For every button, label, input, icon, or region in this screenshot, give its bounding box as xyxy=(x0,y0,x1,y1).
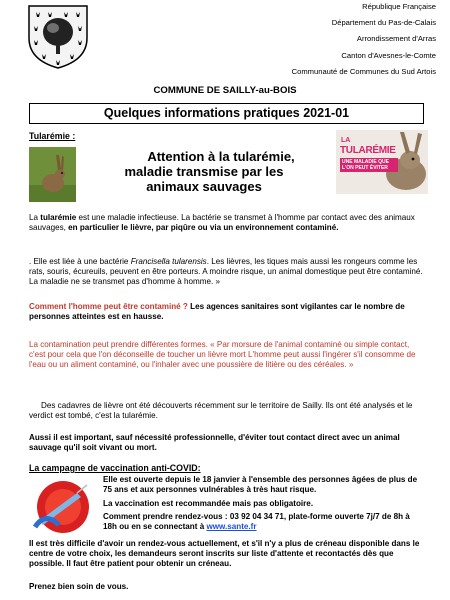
vaccination-line-1: Elle est ouverte depuis le 18 janvier à l'ensemble des personnes âgées de plus de 75 ans et aux personnes vulnérables à très haut risque. xyxy=(103,475,418,495)
tularemie-paragraph-1 xyxy=(29,213,426,233)
text-run: . Elle est liée à une bactérie xyxy=(29,257,131,266)
vaccination-line-4: Il est très difficile d'avoir un rendez-vous actuellement, et s'il n'y a plus de créneau disponible dans le centre de votre choix, les demandeurs seront inscrits sur liste d'attente et recontactés dès que possible. Il faut être patient pour obtenir un créneau. xyxy=(29,539,420,569)
header-line: République Française xyxy=(362,2,436,11)
sante-link[interactable]: www.sante.fr xyxy=(206,522,257,532)
vaccination-line-5: Prenez bien soin de vous. xyxy=(29,582,129,591)
text-run: . Les lièvres, les tiques mais aussi les rongeurs comme les rats, souris, écureuils, peuvent en être porteurs. A moindre risque, un animal domestique peut être contaminé. La maladie ne se transmet pas d'homme à homme. » xyxy=(29,257,423,287)
poster-title: TULARÉMIE xyxy=(340,145,396,156)
text-run: Comment l'homme peut être contaminé ? xyxy=(29,302,188,311)
poster-la: LA xyxy=(341,137,351,144)
text-run: Les agences sanitaires sont vigilantes car le nombre de personnes atteintes est en hausse. xyxy=(29,302,405,322)
text-run: tularémie xyxy=(40,213,77,222)
header-line: Département du Pas-de-Calais xyxy=(331,18,436,27)
text-run: en particulier le lièvre, par piqûre ou via un environnement contaminé. xyxy=(68,223,339,233)
vaccination-line-2: La vaccination est recommandée mais pas obligatoire. xyxy=(103,499,314,508)
hare-photo xyxy=(29,147,76,202)
tularemie-paragraph-6: Aussi il est important, sauf nécessité professionnelle, d'éviter tout contact direct avec un animal sauvage qu'il soit vivant ou mort. xyxy=(29,433,400,453)
text-run: Francisella tularensis xyxy=(130,257,207,266)
tularemie-paragraph-3 xyxy=(29,302,426,322)
tularemie-poster xyxy=(336,130,428,194)
tularemie-paragraph-2 xyxy=(29,257,426,288)
vaccine-syringe-photo xyxy=(29,475,97,537)
banner-title: Quelques informations pratiques 2021-01 xyxy=(29,103,424,124)
poster-subtitle: UNE MALADIE QUE L'ON PEUT ÉVITER xyxy=(340,158,398,172)
section-title-vaccination: La campagne de vaccination anti-COVID: xyxy=(29,463,201,473)
headline-line: Attention à la tularémie, xyxy=(147,149,295,164)
text-run: Comment prendre rendez-vous : 03 92 04 34 71, plate-forme ouverte 7j/7 de 8h à 18h ou en se connectant à xyxy=(103,512,410,532)
commune-title: COMMUNE DE SAILLY-au-BOIS xyxy=(153,85,297,96)
tularemie-paragraph-4: La contamination peut prendre différentes formes. « Par morsure de l'animal contaminé ou simple contact, c'est pour cela que l'on déconseille de toucher un lièvre mort L'homme peut aussi l'ingérer s'il consomme de l'eau ou un aliment contaminé, ou l'inhaler avec une poussière de litière ou des céréales. » xyxy=(29,340,416,370)
headline-line: animaux sauvages xyxy=(146,179,262,194)
section-title-tularemie: Tularémie : xyxy=(29,131,76,141)
tularemie-paragraph-5: Des cadavres de lièvre ont été découverts récemment sur le territoire de Sailly. Ils ont été analysés et le verdict est tombé, c'est la tularémie. xyxy=(29,401,413,421)
text-run: est une maladie infectieuse. La bactérie se transmet à l'homme par contact avec des animaux sauvages, xyxy=(29,213,415,233)
crest-icon xyxy=(27,4,89,70)
header-line: Canton d'Avesnes-le-Comte xyxy=(341,51,436,60)
tularemie-headline xyxy=(78,149,330,194)
header-line: Arrondissement d'Arras xyxy=(356,34,436,43)
headline-line: maladie transmise par les xyxy=(124,164,284,179)
header-line: Communauté de Communes du Sud Artois xyxy=(291,67,436,76)
vaccination-line-3 xyxy=(103,512,425,532)
text-run: La xyxy=(29,213,41,222)
